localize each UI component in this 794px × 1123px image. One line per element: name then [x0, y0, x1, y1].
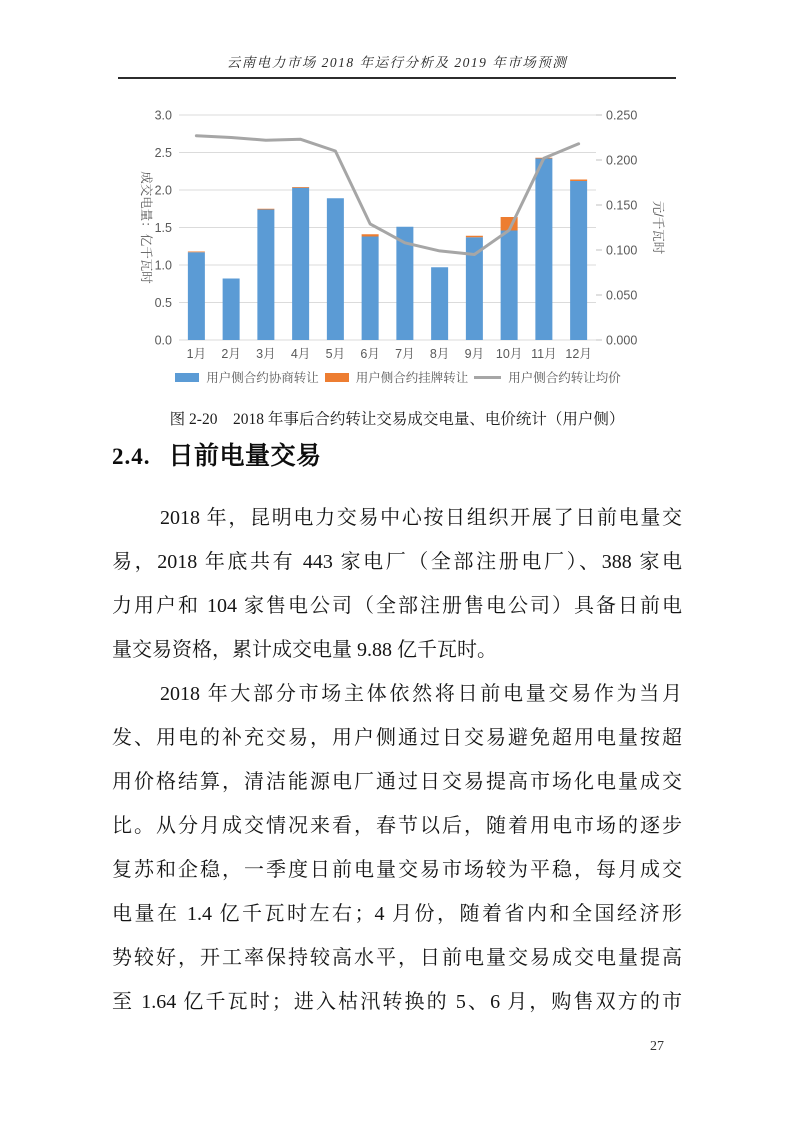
- left-axis-tick-label: 1.5: [154, 221, 172, 235]
- right-axis-tick-label: 0.000: [606, 333, 638, 348]
- legend-label: 用户侧合约挂牌转让: [355, 371, 469, 385]
- legend-line-swatch: [474, 376, 501, 379]
- x-axis-tick-label: 4月: [290, 347, 311, 361]
- bar-negotiated-transfer: [535, 159, 552, 341]
- x-axis-tick-label: 11月: [531, 347, 557, 361]
- legend-item: [474, 368, 621, 386]
- legend-label: 用户侧合约转让均价: [508, 371, 621, 385]
- x-axis-tick-label: 12月: [565, 347, 592, 361]
- bar-listed-transfer: [292, 187, 309, 188]
- paragraph-line: 2018 年，昆明电力交易中心按日组织开展了日前电量交: [160, 507, 682, 529]
- right-axis-tick-label: 0.200: [606, 153, 638, 168]
- x-axis-tick-label: 7月: [395, 347, 415, 361]
- paragraph-line: 势较好，开工率保持较高水平，日前电量交易成交电量提高: [112, 947, 682, 969]
- x-axis-tick-label: 6月: [360, 347, 380, 361]
- section-number: 2.4.: [112, 444, 151, 469]
- bar-negotiated-transfer: [431, 267, 448, 340]
- legend-item: [175, 368, 319, 386]
- figure-caption: 图 2-20 2018 年事后合约转让交易成交电量、电价统计（用户侧）: [169, 411, 625, 428]
- right-axis-tick-label: 0.250: [606, 108, 638, 123]
- avg-price-line: [196, 136, 578, 255]
- bar-negotiated-transfer: [501, 231, 518, 341]
- legend-item: [325, 368, 469, 386]
- left-axis-title: 成交电量：亿千瓦时: [139, 171, 153, 284]
- bar-negotiated-transfer: [570, 181, 587, 340]
- paragraph-line: 易，2018 年底共有 443 家电厂（全部注册电厂）、388 家电: [112, 551, 682, 573]
- paragraph-line: 复苏和企稳，一季度日前电量交易市场较为平稳，每月成交: [112, 859, 682, 881]
- bar-negotiated-transfer: [188, 252, 205, 340]
- section-heading: [112, 436, 322, 472]
- paragraph-line: 发、用电的补充交易，用户侧通过日交易避免超用电量按超: [112, 727, 682, 749]
- bar-negotiated-transfer: [223, 279, 240, 341]
- page-header-title: 云南电力市场 2018 年运行分析及 2019 年市场预测: [226, 55, 568, 70]
- legend-bar-swatch: [325, 373, 349, 382]
- legend-label: 用户侧合约协商转让: [206, 371, 319, 385]
- page-number: 27: [650, 1039, 664, 1054]
- section-title: 日前电量交易: [168, 442, 322, 470]
- header-rule: [118, 77, 676, 79]
- bar-listed-transfer: [362, 234, 379, 236]
- left-axis-tick-label: 3.0: [154, 108, 172, 123]
- bar-listed-transfer: [466, 236, 483, 238]
- paragraph-line: 量交易资格，累计成交电量 9.88 亿千瓦时。: [112, 639, 497, 661]
- bar-negotiated-transfer: [327, 198, 344, 340]
- left-axis-tick-label: 0.0: [154, 333, 172, 348]
- bar-negotiated-transfer: [362, 237, 379, 341]
- chart-legend: [124, 368, 672, 386]
- paragraph-line: 力用户和 104 家售电公司（全部注册售电公司）具备日前电: [112, 595, 682, 617]
- bar-listed-transfer: [257, 209, 274, 210]
- chart-canvas: [124, 94, 669, 366]
- bar-listed-transfer: [188, 252, 205, 253]
- paragraph-line: 电量在 1.4 亿千瓦时左右；4 月份，随着省内和全国经济形: [112, 903, 682, 925]
- right-axis-tick-label: 0.050: [606, 288, 638, 303]
- left-axis-tick-label: 2.0: [154, 183, 172, 198]
- paragraph-line: 至 1.64 亿千瓦时；进入枯汛转换的 5、6 月，购售双方的市: [112, 991, 682, 1013]
- left-axis-tick-label: 2.5: [154, 146, 172, 160]
- x-axis-tick-label: 3月: [256, 347, 276, 361]
- paragraph-line: 用价格结算，清洁能源电厂通过日交易提高市场化电量成交: [112, 771, 682, 793]
- figure-chart: [124, 94, 672, 386]
- bar-negotiated-transfer: [292, 188, 309, 340]
- legend-bar-swatch: [175, 373, 199, 382]
- paragraph-line: 2018 年大部分市场主体依然将日前电量交易作为当月: [160, 683, 682, 705]
- right-axis-tick-label: 0.150: [606, 198, 638, 213]
- x-axis-tick-label: 9月: [464, 347, 485, 361]
- bar-listed-transfer: [570, 180, 587, 182]
- left-axis-tick-label: 0.5: [154, 296, 172, 310]
- x-axis-tick-label: 2月: [221, 347, 241, 361]
- body-text: [112, 496, 682, 1024]
- right-axis-tick-label: 0.100: [606, 243, 638, 258]
- left-axis-tick-label: 1.0: [154, 258, 172, 273]
- bar-negotiated-transfer: [257, 210, 274, 341]
- x-axis-tick-label: 1月: [186, 347, 207, 361]
- x-axis-tick-label: 8月: [429, 347, 450, 361]
- x-axis-tick-label: 5月: [325, 347, 346, 361]
- x-axis-tick-label: 10月: [495, 347, 523, 361]
- right-axis-title: 元/千瓦时: [651, 200, 665, 255]
- paragraph-line: 比。从分月成交情况来看，春节以后，随着用电市场的逐步: [112, 815, 682, 837]
